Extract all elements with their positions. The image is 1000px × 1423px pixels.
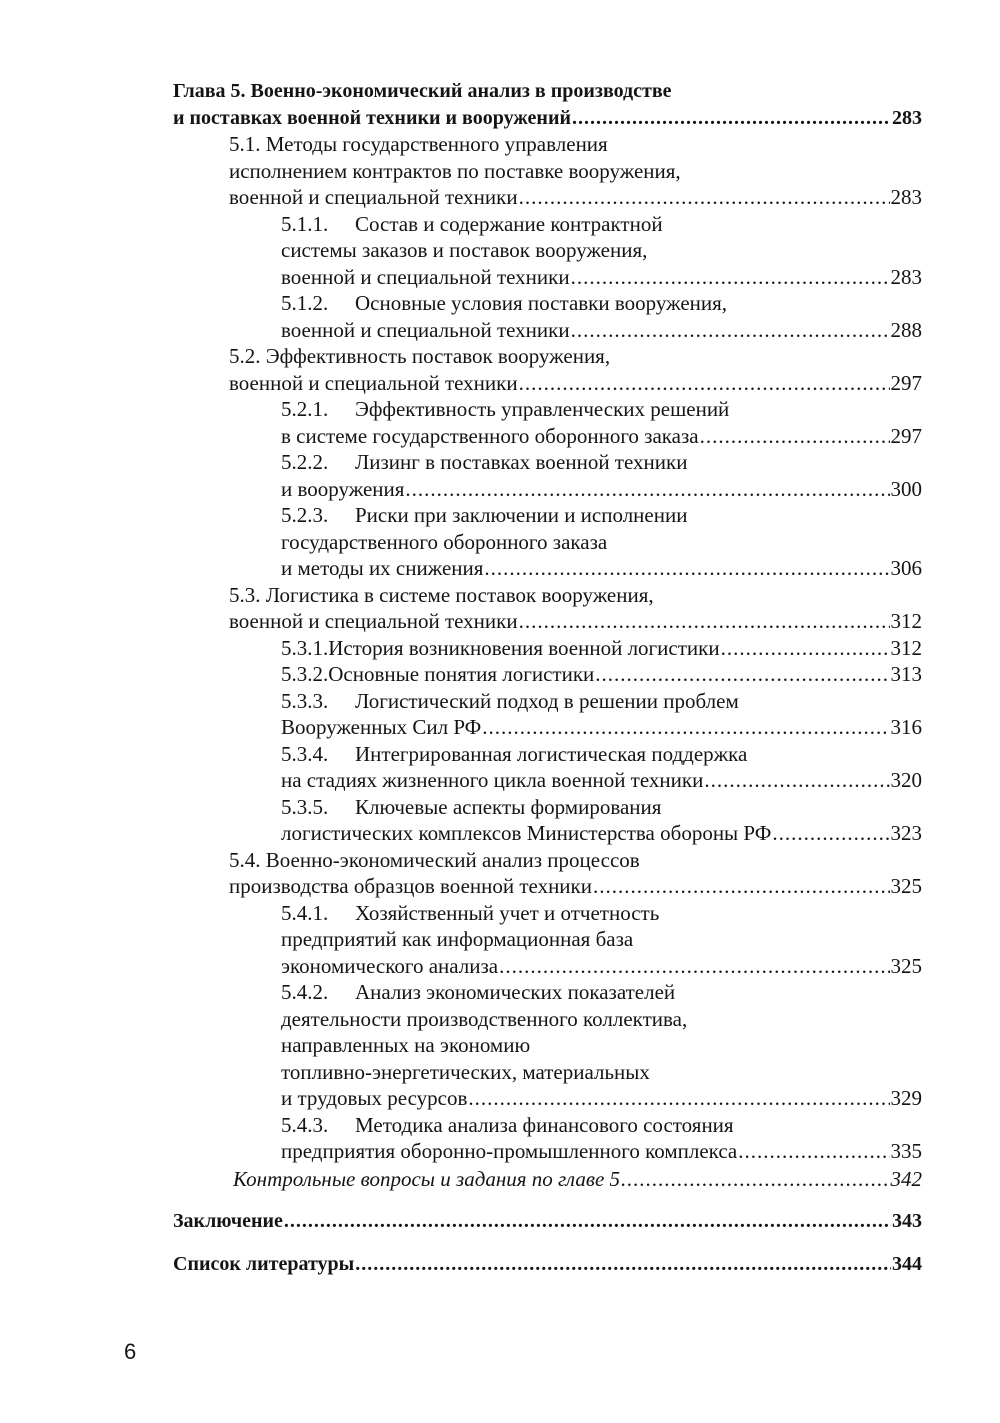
- toc-page-number: 288: [890, 317, 922, 342]
- leader-dots: [355, 1251, 891, 1278]
- leader-dots: [700, 423, 890, 450]
- toc-line: Интегрированная логистическая поддержка: [355, 741, 748, 766]
- toc-page-number: 320: [890, 768, 922, 792]
- toc-subsection-5-3-5[interactable]: [281, 794, 922, 847]
- leader-dots: [499, 953, 889, 980]
- toc-number: 5.1.2.: [281, 291, 329, 315]
- leader-dots: [595, 661, 889, 688]
- leader-dots: [468, 1085, 889, 1112]
- toc-page-number: 323: [890, 821, 922, 845]
- leader-dots: [593, 873, 890, 900]
- toc-number: 5.3.3.: [281, 688, 329, 713]
- toc-chapter-5[interactable]: [173, 78, 922, 131]
- toc-line: Основные условия поставки вооружения,: [355, 291, 728, 315]
- toc-page-number: 297: [890, 370, 922, 395]
- leader-dots: [772, 820, 889, 847]
- leader-dots: [571, 264, 890, 291]
- toc-section-5-3[interactable]: [229, 582, 922, 635]
- toc-line: Ключевые аспекты формирования: [355, 794, 662, 819]
- toc-page-number: 313: [890, 662, 922, 686]
- toc-subsection-5-4-3[interactable]: [281, 1112, 922, 1165]
- toc-line: производства образцов военной техники: [229, 874, 592, 898]
- toc-line: Эффективность управленческих решений: [355, 397, 730, 421]
- leader-dots: [482, 714, 889, 741]
- toc-line: 5.3. Логистика в системе поставок вооружения,: [229, 582, 654, 607]
- toc-page-number: 342: [890, 1166, 922, 1191]
- toc-line: военной и специальной техники: [229, 185, 518, 209]
- page-number: 6: [124, 1339, 137, 1364]
- toc-subsection-5-3-1[interactable]: [281, 635, 922, 662]
- toc-page-number: 325: [890, 874, 922, 898]
- toc-line: Заключение: [173, 1210, 283, 1232]
- toc-number: 5.3.4.: [281, 741, 329, 766]
- toc-line: Методика анализа финансового состояния: [355, 1112, 734, 1137]
- toc-section-5-1[interactable]: [229, 131, 922, 211]
- toc-page-number: 312: [890, 635, 922, 660]
- leader-dots: [571, 317, 890, 344]
- toc-line: военной и специальной техники: [281, 317, 570, 342]
- toc-line: Основные понятия логистики: [328, 662, 595, 686]
- toc-line: Контрольные вопросы и задания по главе 5: [233, 1166, 621, 1191]
- leader-dots: [519, 370, 890, 397]
- toc-section-5-2[interactable]: [229, 343, 922, 396]
- toc-conclusion[interactable]: [173, 1208, 922, 1235]
- toc-number: 5.2.1.: [281, 397, 329, 421]
- toc-number: 5.3.2.: [281, 662, 329, 686]
- leader-dots: [405, 476, 889, 503]
- toc-line: Логистический подход в решении проблем: [355, 688, 739, 713]
- toc-page-number: 283: [890, 185, 922, 209]
- toc-line: Анализ экономических показателей: [355, 980, 676, 1004]
- table-of-contents: [0, 78, 1000, 1277]
- toc-line: военной и специальной техники: [229, 609, 518, 633]
- leader-dots: [721, 635, 890, 662]
- toc-line: топливно-энергетических, материальных: [281, 1059, 650, 1084]
- toc-number: 5.2.3.: [281, 503, 329, 527]
- toc-page-number: 325: [890, 953, 922, 978]
- toc-control-questions[interactable]: [233, 1166, 922, 1193]
- toc-line: экономического анализа: [281, 953, 499, 978]
- toc-line: системы заказов и поставок вооружения,: [281, 238, 648, 262]
- toc-page-number: 297: [890, 423, 922, 448]
- toc-number: 5.3.1.: [281, 635, 329, 660]
- toc-line: на стадиях жизненного цикла военной техники: [281, 768, 704, 792]
- toc-line: Риски при заключении и исполнении: [355, 503, 688, 527]
- toc-number: 5.1.1.: [281, 211, 329, 236]
- leader-dots: [284, 1208, 891, 1235]
- toc-line: Хозяйственный учет и отчетность: [355, 900, 660, 925]
- toc-number: 5.4.1.: [281, 900, 329, 925]
- toc-subsection-5-2-2[interactable]: [281, 449, 922, 502]
- leader-dots: [704, 767, 889, 794]
- toc-literature[interactable]: [173, 1251, 922, 1278]
- toc-line: и вооружения: [281, 476, 405, 501]
- toc-section-5-4[interactable]: [229, 847, 922, 900]
- toc-subsection-5-1-2[interactable]: [281, 290, 922, 343]
- toc-page-number: 329: [890, 1086, 922, 1110]
- toc-subsection-5-2-3[interactable]: [281, 502, 922, 582]
- toc-page-number: 316: [890, 715, 922, 739]
- toc-line: в системе государственного оборонного заказа: [281, 423, 699, 448]
- leader-dots: [621, 1166, 889, 1193]
- toc-line: направленных на экономию: [281, 1033, 531, 1057]
- toc-page-number: 335: [890, 1139, 922, 1163]
- toc-page-number: 344: [892, 1252, 922, 1275]
- toc-page-number: 300: [890, 476, 922, 501]
- toc-page-number: 312: [890, 609, 922, 633]
- leader-dots: [519, 184, 890, 211]
- toc-line: 5.4. Военно-экономический анализ процессов: [229, 847, 640, 872]
- toc-subsection-5-4-1[interactable]: [281, 900, 922, 980]
- toc-subsection-5-4-2[interactable]: [281, 979, 922, 1112]
- toc-line: деятельности производственного коллектива,: [281, 1006, 688, 1031]
- toc-line: военной и специальной техники: [229, 370, 518, 395]
- toc-line: и трудовых ресурсов: [281, 1086, 468, 1110]
- toc-line: Состав и содержание контрактной: [355, 211, 663, 236]
- leader-dots: [484, 555, 889, 582]
- toc-line: и поставках военной техники и вооружений: [173, 106, 571, 129]
- leader-dots: [519, 608, 890, 635]
- toc-line: государственного оборонного заказа: [281, 529, 608, 554]
- toc-page-number: 283: [890, 264, 922, 289]
- toc-number: 5.2.2.: [281, 450, 329, 474]
- toc-line: 5.2. Эффективность поставок вооружения,: [229, 344, 611, 368]
- toc-number: 5.3.5.: [281, 794, 329, 819]
- toc-line: и методы их снижения: [281, 556, 484, 580]
- toc-number: 5.4.3.: [281, 1112, 329, 1137]
- toc-number: 5.4.2.: [281, 980, 329, 1004]
- toc-line: История возникновения военной логистики: [328, 635, 720, 660]
- toc-line: Список литературы: [173, 1252, 355, 1275]
- toc-line: Глава 5. Военно-экономический анализ в производстве: [173, 80, 672, 102]
- toc-subsection-5-2-1[interactable]: [281, 396, 922, 449]
- leader-dots: [738, 1138, 889, 1165]
- toc-page-number: 306: [890, 556, 922, 580]
- toc-subsection-5-3-2[interactable]: [281, 661, 922, 688]
- toc-line: предприятий как информационная база: [281, 927, 634, 951]
- toc-subsection-5-3-4[interactable]: [281, 741, 922, 794]
- toc-line: Лизинг в поставках военной техники: [355, 450, 688, 474]
- toc-line: логистических комплексов Министерства обороны РФ: [281, 821, 772, 845]
- toc-line: предприятия оборонно-промышленного комплекса: [281, 1139, 738, 1163]
- toc-subsection-5-3-3[interactable]: [281, 688, 922, 741]
- toc-subsection-5-1-1[interactable]: [281, 211, 922, 291]
- toc-line: военной и специальной техники: [281, 264, 570, 289]
- toc-page-number: 343: [892, 1210, 922, 1232]
- leader-dots: [572, 105, 891, 132]
- toc-line: Вооруженных Сил РФ: [281, 715, 482, 739]
- toc-line: исполнением контрактов по поставке вооружения,: [229, 158, 681, 183]
- toc-page-number: 283: [892, 106, 922, 129]
- toc-line: 5.1. Методы государственного управления: [229, 132, 608, 156]
